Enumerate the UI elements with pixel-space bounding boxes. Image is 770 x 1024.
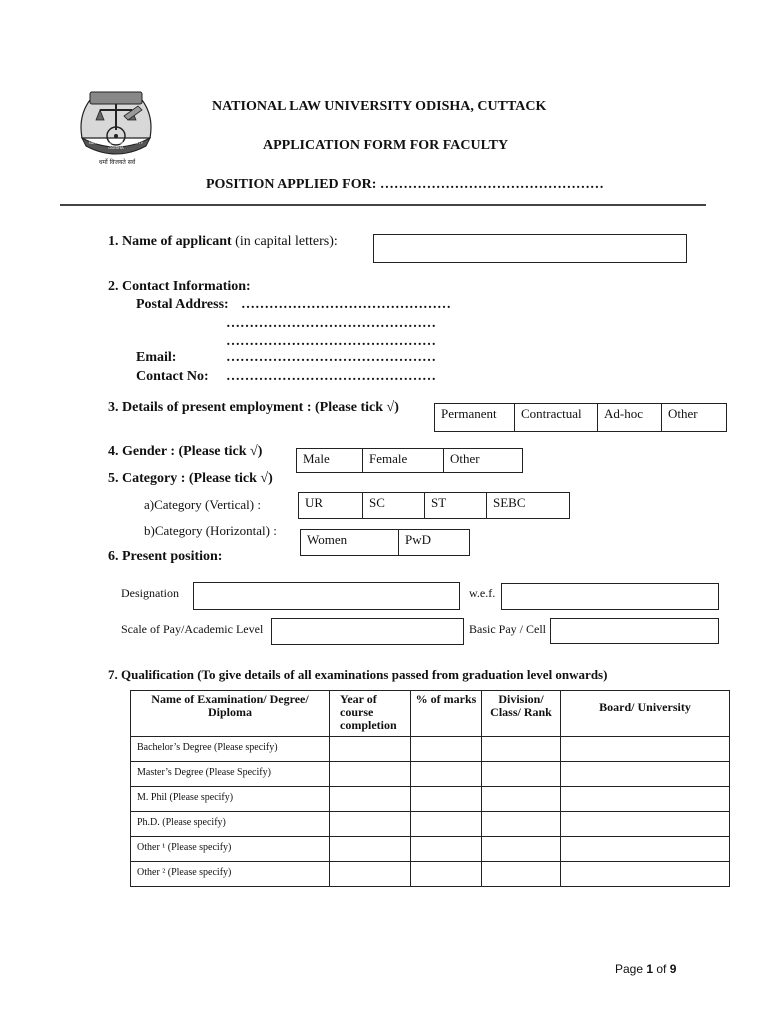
table-row [131, 762, 730, 787]
table-cell[interactable] [330, 862, 411, 887]
logo-ring-text: NATIONAL LAW UNIVERSITY ODISHA [88, 140, 144, 150]
wef-label: w.e.f. [469, 586, 496, 600]
page-prefix: Page [615, 962, 647, 976]
scale-of-pay-input[interactable] [271, 618, 464, 645]
category-option-pwd[interactable]: PwD [405, 532, 432, 547]
table-cell[interactable] [482, 737, 561, 762]
category-option-sc[interactable]: SC [363, 493, 425, 518]
table-cell[interactable] [561, 762, 730, 787]
form-title: APPLICATION FORM FOR FACULTY [263, 138, 509, 153]
gender-options [296, 448, 523, 473]
col-header-marks: % of marks [411, 691, 482, 737]
postal-address-line-2[interactable]: ……………………………………… [226, 316, 436, 331]
table-cell[interactable] [482, 862, 561, 887]
postal-address-line-3[interactable]: ……………………………………… [226, 334, 436, 349]
gender-option-male[interactable]: Male [297, 449, 363, 472]
present-employment-label: 3. Details of present employment : (Please tick √) [108, 400, 399, 415]
basic-pay-label: Basic Pay / Cell [469, 622, 546, 636]
table-cell[interactable] [330, 737, 411, 762]
wef-input[interactable] [501, 583, 719, 610]
row-label-other-1: Other ¹ (Please specify) [131, 837, 330, 862]
name-label-hint: (in capital letters): [231, 234, 338, 249]
employment-option-permanent[interactable]: Permanent [435, 404, 515, 431]
employment-option-adhoc[interactable]: Ad-hoc [598, 404, 662, 431]
email-label: Email: [136, 350, 177, 365]
table-cell[interactable] [330, 812, 411, 837]
scale-of-pay-label: Scale of Pay/Academic Level [121, 622, 264, 636]
employment-option-other[interactable]: Other [668, 406, 698, 421]
row-label-masters: Master’s Degree (Please Specify) [131, 762, 330, 787]
table-cell[interactable] [411, 862, 482, 887]
page-of: of [653, 962, 670, 976]
category-option-women[interactable]: Women [301, 530, 399, 555]
col-header-year: Year of course completion [330, 691, 411, 737]
table-row [131, 787, 730, 812]
postal-address-label: Postal Address: [136, 297, 229, 312]
table-cell[interactable] [561, 837, 730, 862]
row-label-bachelors: Bachelor’s Degree (Please specify) [131, 737, 330, 762]
position-applied-label: POSITION APPLIED FOR: ………………………………………… [206, 177, 604, 192]
table-cell[interactable] [561, 812, 730, 837]
table-row [131, 812, 730, 837]
table-row [131, 862, 730, 887]
col-header-division: Division/ Class/ Rank [482, 691, 561, 737]
designation-label: Designation [121, 586, 179, 600]
page-current: 1 [646, 962, 654, 976]
table-cell[interactable] [482, 837, 561, 862]
designation-input[interactable] [193, 582, 460, 610]
table-cell[interactable] [482, 787, 561, 812]
present-position-label: 6. Present position: [108, 549, 223, 564]
col-header-board: Board/ University [561, 691, 730, 737]
name-of-applicant-label [108, 234, 338, 250]
gender-option-female[interactable]: Female [363, 449, 444, 472]
header-divider [60, 204, 706, 206]
table-cell[interactable] [561, 787, 730, 812]
applicant-name-input[interactable] [373, 234, 687, 263]
email-line[interactable]: ……………………………………… [226, 350, 436, 365]
category-option-sebc[interactable]: SEBC [493, 495, 526, 510]
table-cell[interactable] [561, 862, 730, 887]
basic-pay-input[interactable] [550, 618, 719, 644]
table-cell[interactable] [482, 762, 561, 787]
table-row [131, 837, 730, 862]
qualification-heading: 7. Qualification (To give details of all examinations passed from graduation level onwards) [108, 667, 608, 682]
table-cell[interactable] [482, 812, 561, 837]
table-cell[interactable] [411, 837, 482, 862]
category-option-st[interactable]: ST [425, 493, 487, 518]
table-cell[interactable] [411, 812, 482, 837]
contact-no-label: Contact No: [136, 369, 209, 384]
gender-option-other[interactable]: Other [450, 451, 480, 466]
category-horizontal-label: b)Category (Horizontal) : [144, 523, 277, 538]
qualification-table [130, 690, 730, 887]
row-label-phd: Ph.D. (Please specify) [131, 812, 330, 837]
page-total: 9 [669, 962, 677, 976]
table-cell[interactable] [330, 837, 411, 862]
category-vertical-label: a)Category (Vertical) : [144, 497, 261, 512]
row-label-other-2: Other ² (Please specify) [131, 862, 330, 887]
category-horizontal-options [300, 529, 470, 556]
contact-no-line[interactable]: ……………………………………… [226, 369, 436, 384]
qualification-header-row [131, 691, 730, 737]
logo-motto: धर्मो विजयते सर्वं [98, 159, 136, 166]
page-number [615, 962, 676, 976]
table-cell[interactable] [330, 787, 411, 812]
contact-info-heading: 2. Contact Information: [108, 279, 251, 294]
table-cell[interactable] [411, 762, 482, 787]
gender-label: 4. Gender : (Please tick √) [108, 444, 263, 459]
category-vertical-options [298, 492, 570, 519]
category-option-ur[interactable]: UR [299, 493, 363, 518]
table-cell[interactable] [561, 737, 730, 762]
table-cell[interactable] [411, 787, 482, 812]
table-row [131, 737, 730, 762]
postal-address-line-1[interactable]: ……………………………………… [241, 297, 451, 312]
col-header-examination: Name of Examination/ Degree/ Diploma [131, 691, 330, 737]
name-label-bold: 1. Name of applicant [108, 234, 232, 249]
university-title: NATIONAL LAW UNIVERSITY ODISHA, CUTTACK [212, 99, 547, 114]
employment-type-options [434, 403, 727, 432]
category-label: 5. Category : (Please tick √) [108, 471, 273, 486]
table-cell[interactable] [411, 737, 482, 762]
employment-option-contractual[interactable]: Contractual [515, 404, 598, 431]
row-label-mphil: M. Phil (Please specify) [131, 787, 330, 812]
table-cell[interactable] [330, 762, 411, 787]
